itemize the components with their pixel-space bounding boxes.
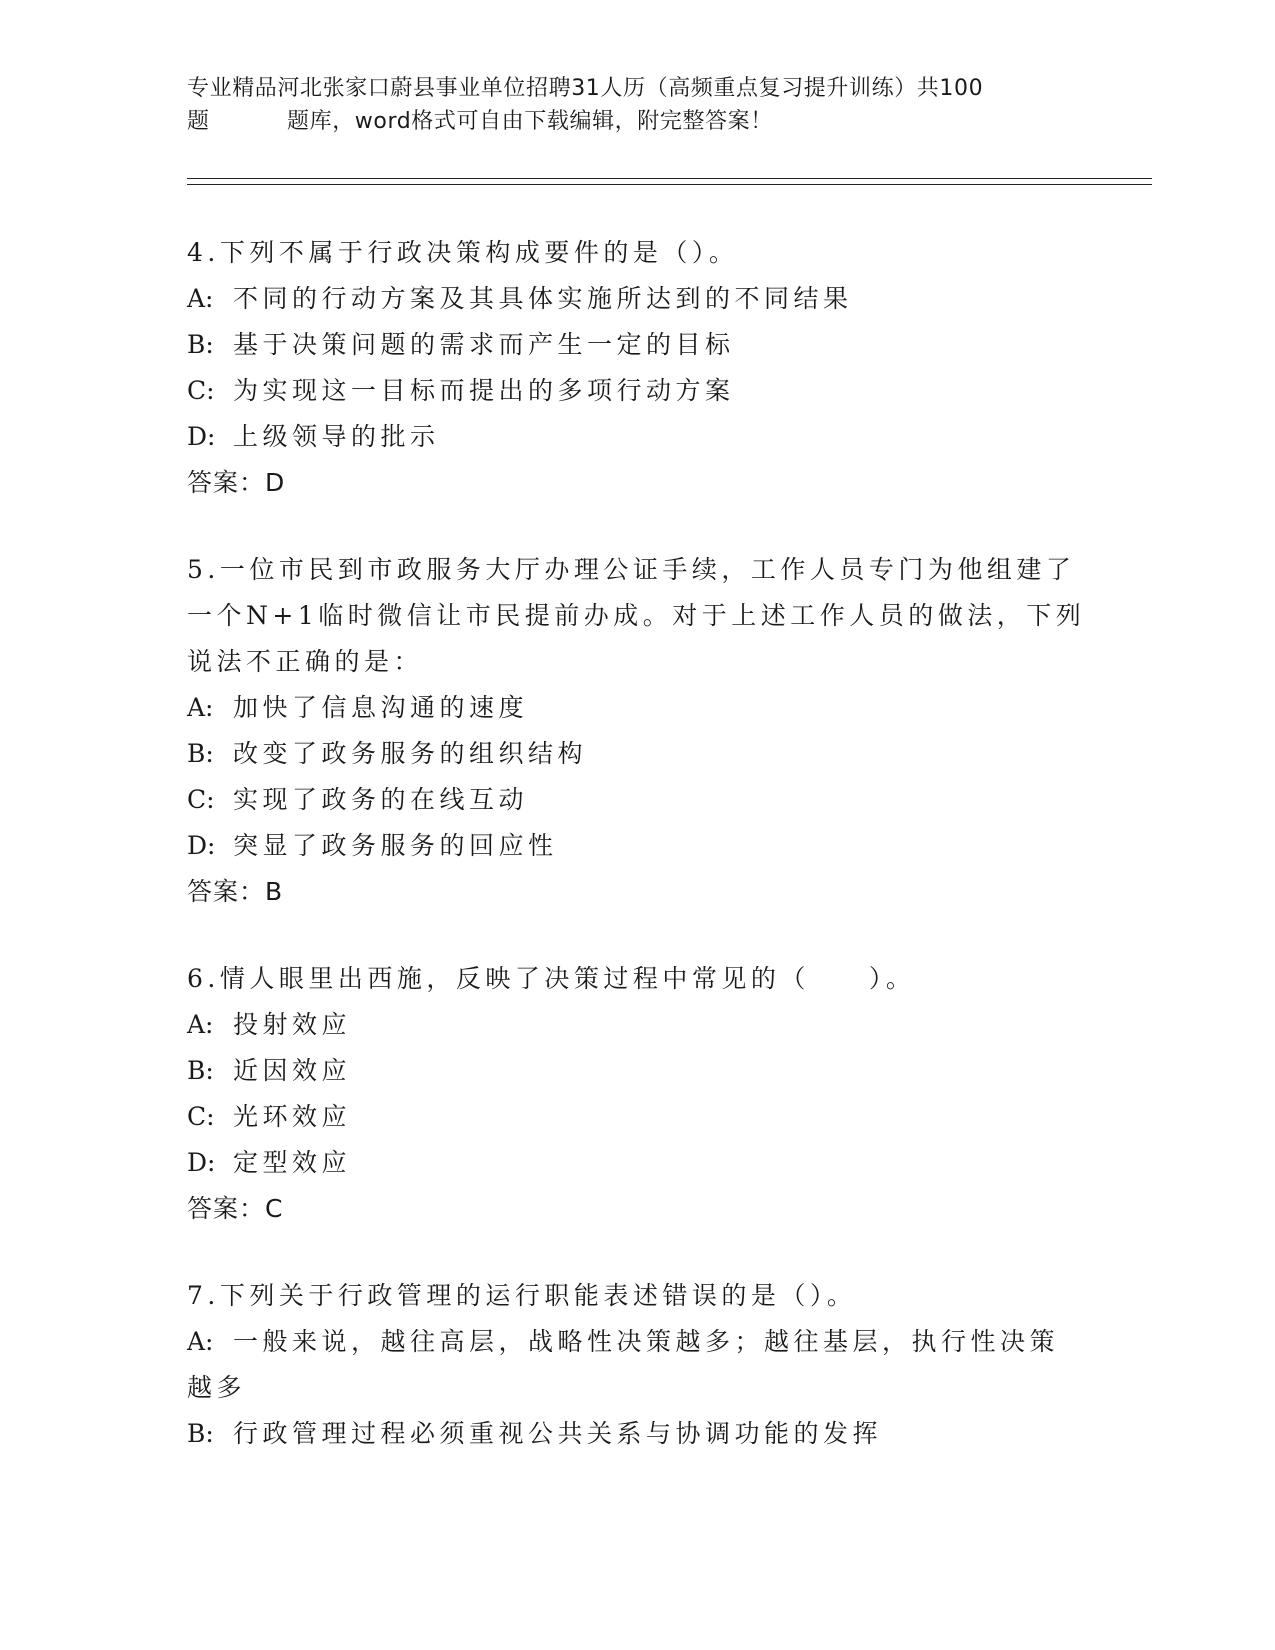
option-key: A: [187, 284, 214, 313]
option-d [187, 823, 1087, 869]
question-stem: 6.情人眼里出西施，反映了决策过程中常见的（ ）。 [187, 964, 916, 993]
header-line-2-text: 题库，word格式可自由下载编辑，附完整答案！ [287, 109, 773, 134]
option-key: B: [187, 1056, 214, 1085]
question-5 [187, 547, 1087, 915]
answer-line: 答案：D [187, 468, 286, 497]
answer-line: 答案：B [187, 877, 284, 906]
question-4 [187, 230, 1087, 506]
header-divider-top [187, 178, 1152, 179]
option-c [187, 368, 1087, 414]
header-line-2-prefix: 题 [187, 109, 210, 134]
header-divider-bottom [187, 184, 1152, 185]
option-key: C: [187, 376, 215, 405]
question-list [187, 230, 1087, 1498]
option-a [187, 1002, 1087, 1048]
option-b [187, 1411, 1087, 1457]
option-key: C: [187, 785, 215, 814]
option-key: A: [187, 693, 214, 722]
option-text: 行政管理过程必须重视公共关系与协调功能的发挥 [233, 1419, 883, 1448]
option-key: B: [187, 1419, 214, 1448]
option-text: 加快了信息沟通的速度 [233, 693, 529, 722]
option-text: 基于决策问题的需求而产生一定的目标 [233, 330, 735, 359]
option-key: D: [187, 1148, 216, 1177]
option-key: D: [187, 831, 216, 860]
option-text: 一般来说，越往高层，战略性决策越多；越往基层，执行性决策越多 [187, 1327, 1060, 1402]
option-a [187, 1319, 1087, 1411]
option-b [187, 731, 1087, 777]
option-key: B: [187, 330, 214, 359]
answer-line: 答案：C [187, 1194, 284, 1223]
header-line-2 [187, 105, 1087, 138]
option-c [187, 1094, 1087, 1140]
option-c [187, 777, 1087, 823]
option-text: 改变了政务服务的组织结构 [233, 739, 588, 768]
option-b [187, 1048, 1087, 1094]
option-text: 突显了政务服务的回应性 [233, 831, 558, 860]
document-header [187, 72, 1087, 138]
question-6 [187, 956, 1087, 1232]
option-a [187, 685, 1087, 731]
question-7 [187, 1273, 1087, 1457]
option-text: 投射效应 [233, 1010, 352, 1039]
option-text: 上级领导的批示 [233, 422, 440, 451]
option-d [187, 414, 1087, 460]
header-line-1: 专业精品河北张家口蔚县事业单位招聘31人历（高频重点复习提升训练）共100 [187, 76, 984, 101]
question-stem: 7.下列关于行政管理的运行职能表述错误的是（）。 [187, 1281, 857, 1310]
option-b [187, 322, 1087, 368]
option-key: D: [187, 422, 216, 451]
option-key: A: [187, 1010, 214, 1039]
option-text: 定型效应 [233, 1148, 352, 1177]
option-d [187, 1140, 1087, 1186]
question-stem: 4.下列不属于行政决策构成要件的是（）。 [187, 238, 739, 267]
option-a [187, 276, 1087, 322]
option-text: 光环效应 [233, 1102, 352, 1131]
option-text: 近因效应 [233, 1056, 352, 1085]
option-text: 为实现这一目标而提出的多项行动方案 [233, 376, 735, 405]
option-text: 实现了政务的在线互动 [233, 785, 529, 814]
option-text: 不同的行动方案及其具体实施所达到的不同结果 [233, 284, 853, 313]
option-key: B: [187, 739, 214, 768]
question-stem: 5.一位市民到市政服务大厅办理公证手续，工作人员专门为他组建了一个N+1临时微信让市民提前办成。对于上述工作人员的做法，下列说法不正确的是： [187, 555, 1086, 676]
option-key: C: [187, 1102, 215, 1131]
option-key: A: [187, 1327, 214, 1356]
